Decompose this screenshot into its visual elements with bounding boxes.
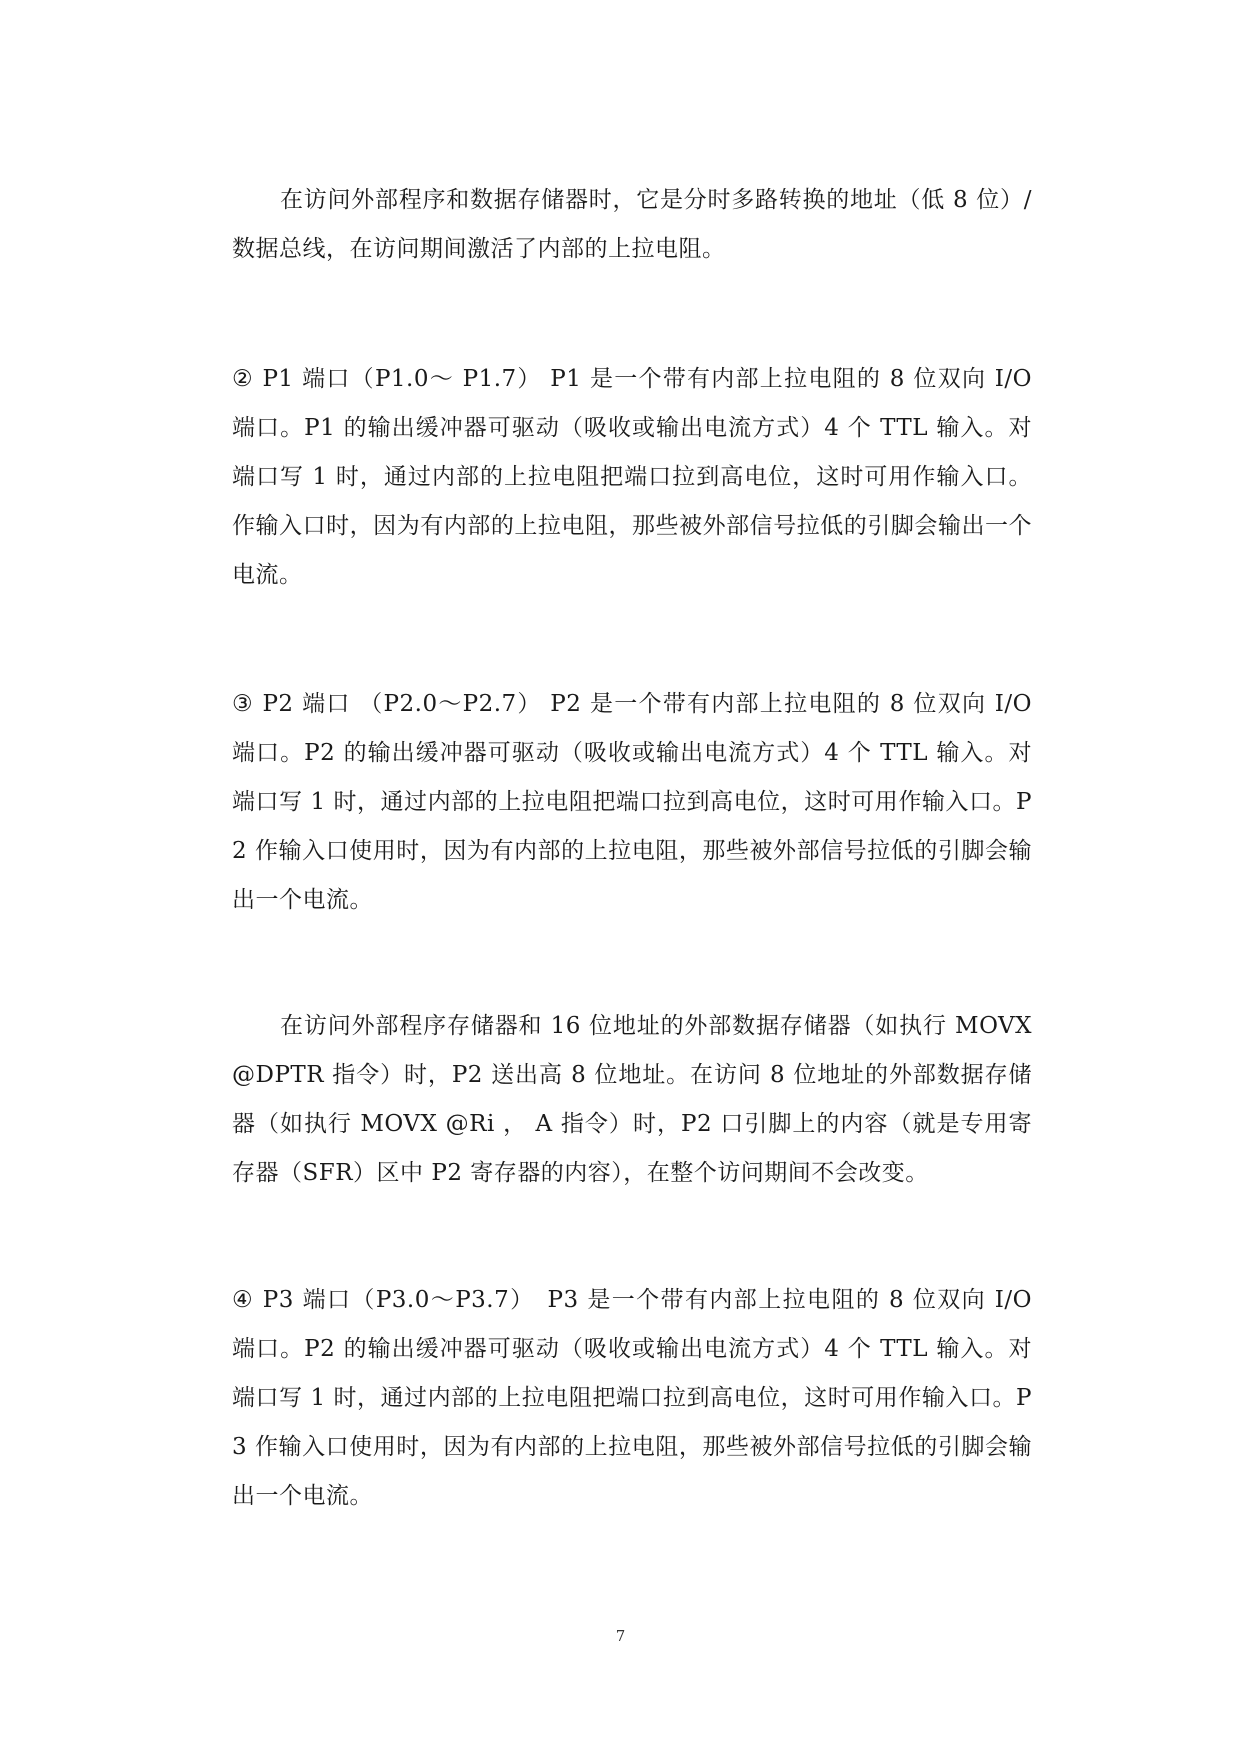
paragraph-p2-port: ③ P2 端口 （P2.0～P2.7） P2 是一个带有内部上拉电阻的 8 位双向 I/O 端口。P2 的输出缓冲器可驱动（吸收或输出电流方式）4 个 TTL 输入。对端口写 1 时，通过内部的上拉电阻把端口拉到高电位，这时可用作输入口。P2 作输入口使用时，因为有内部的上拉电阻，那些被外部信号拉低的引脚会输出一个电流。 xyxy=(232,691,1032,913)
paragraph-p0-bus-description: 在访问外部程序和数据存储器时，它是分时多路转换的地址（低 8 位）/数据总线，在访问期间激活了内部的上拉电阻。 xyxy=(232,187,1032,262)
paragraph-p3-port: ④ P3 端口（P3.0～P3.7） P3 是一个带有内部上拉电阻的 8 位双向 I/O 端口。P2 的输出缓冲器可驱动（吸收或输出电流方式）4 个 TTL 输入。对端口写 1 时，通过内部的上拉电阻把端口拉到高电位，这时可用作输入口。P3 作输入口使用时，因为有内部的上拉电阻，那些被外部信号拉低的引脚会输出一个电流。 xyxy=(232,1287,1032,1509)
page-number: 7 xyxy=(615,1627,626,1645)
paragraph-p1-port: ② P1 端口（P1.0～ P1.7） P1 是一个带有内部上拉电阻的 8 位双向 I/O 端口。P1 的输出缓冲器可驱动（吸收或输出电流方式）4 个 TTL 输入。对端口写 1 时，通过内部的上拉电阻把端口拉到高电位，这时可用作输入口。作输入口时，因为有内部的上拉电阻，那些被外部信号拉低的引脚会输出一个电流。 xyxy=(232,366,1032,588)
paragraph-p2-address-note: 在访问外部程序存储器和 16 位地址的外部数据存储器（如执行 MOVX @DPTR 指令）时，P2 送出高 8 位地址。在访问 8 位地址的外部数据存储器（如执行 MOVX @Ri ， A 指令）时，P2 口引脚上的内容（就是专用寄存器（SFR）区中 P2 寄存器的内容），在整个访问期间不会改变。 xyxy=(232,1013,1032,1186)
